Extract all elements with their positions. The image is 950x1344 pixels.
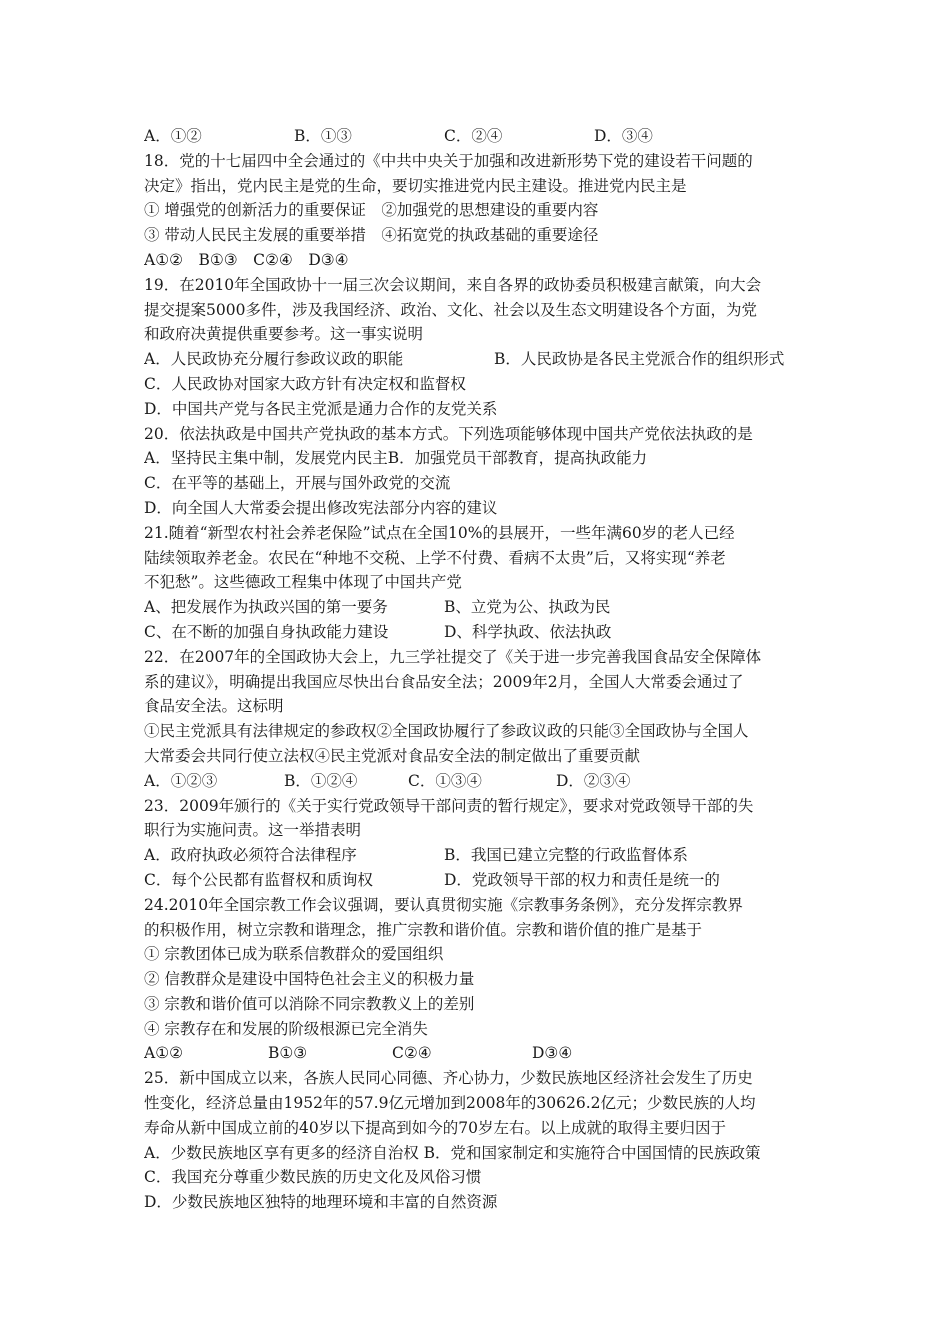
q23-options-cd bbox=[144, 868, 819, 893]
q21-option-c[interactable]: C、在不断的加强自身执政能力建设 bbox=[144, 622, 389, 641]
q25-stem-line: 25．新中国成立以来，各族人民同心同德、齐心协力，少数民族地区经济社会发生了历史 bbox=[144, 1069, 753, 1088]
q23-options-ab bbox=[144, 843, 819, 868]
q22-stem-line: 22．在2007年的全国政协大会上，九三学社提交了《关于进一步完善我国食品安全保障体 bbox=[144, 647, 762, 666]
question-22 bbox=[144, 645, 819, 794]
q21-options-ab bbox=[144, 595, 819, 620]
q24-option-c[interactable]: C②④ bbox=[392, 1044, 432, 1063]
q19-option-a[interactable]: A．人民政协充分履行参政议政的职能 bbox=[144, 350, 404, 369]
q19-option-b[interactable]: B．人民政协是各民主党派合作的组织形式 bbox=[494, 350, 785, 369]
q22-option-b[interactable]: B．①②④ bbox=[284, 771, 358, 790]
q23-option-d[interactable]: D．党政领导干部的权力和责任是统一的 bbox=[444, 870, 720, 889]
question-19 bbox=[144, 273, 819, 422]
q17-option-c[interactable]: C．②④ bbox=[444, 127, 503, 145]
q17-option-d[interactable]: D．③④ bbox=[594, 127, 653, 145]
q24-item: ④ 宗教存在和发展的阶级根源已完全消失 bbox=[144, 1019, 428, 1038]
question-21 bbox=[144, 521, 819, 645]
q23-stem-line: 职行为实施问责。这一举措表明 bbox=[144, 821, 362, 840]
q23-option-c[interactable]: C．每个公民都有监督权和质询权 bbox=[144, 870, 373, 889]
q20-option-d[interactable]: D．向全国人大常委会提出修改宪法部分内容的建议 bbox=[144, 498, 498, 517]
question-list bbox=[144, 124, 819, 1215]
question-18 bbox=[144, 149, 819, 273]
q24-stem-line: 24.2010年全国宗教工作会议强调，要认真贯彻实施《宗教事务条例》，充分发挥宗教界 bbox=[144, 895, 743, 914]
question-23 bbox=[144, 794, 819, 893]
q24-option-b[interactable]: B①③ bbox=[268, 1044, 308, 1063]
q21-stem-line: 不犯愁”。这些德政工程集中体现了中国共产党 bbox=[144, 573, 462, 592]
q20-option-ab[interactable]: A．坚持民主集中制，发展党内民主B．加强党员干部教育，提高执政能力 bbox=[144, 449, 648, 468]
q19-stem-line: 19．在2010年全国政协十一届三次会议期间，来自各界的政协委员积极建言献策，向大会 bbox=[144, 275, 762, 294]
q21-option-b[interactable]: B、立党为公、执政为民 bbox=[444, 598, 611, 617]
q22-option-c[interactable]: C．①③④ bbox=[408, 771, 482, 790]
q19-option-d[interactable]: D．中国共产党与各民主党派是通力合作的友党关系 bbox=[144, 399, 498, 418]
q24-stem-line: 的积极作用，树立宗教和谐理念，推广宗教和谐价值。宗教和谐价值的推广是基于 bbox=[144, 920, 703, 939]
q19-options-ab bbox=[144, 347, 819, 372]
q23-option-a[interactable]: A．政府执政必须符合法律程序 bbox=[144, 846, 357, 865]
q21-stem-line: 陆续领取养老金。农民在“种地不交税、上学不付费、看病不太贵”后，又将实现“养老 bbox=[144, 548, 726, 567]
q23-stem-line: 23．2009年颁行的《关于实行党政领导干部问责的暂行规定》，要求对党政领导干部的失 bbox=[144, 796, 754, 815]
q25-stem-line: 寿命从新中国成立前的40岁以下提高到如今的70岁左右。以上成就的取得主要归因于 bbox=[144, 1118, 726, 1137]
q21-stem-line: 21.随着“新型农村社会养老保险”试点在全国10%的县展开，一些年满60岁的老人已经 bbox=[144, 523, 735, 542]
q24-item: ③ 宗教和谐价值可以消除不同宗教教义上的差别 bbox=[144, 994, 475, 1013]
q21-option-a[interactable]: A、把发展作为执政兴国的第一要务 bbox=[144, 598, 388, 617]
q22-option-d[interactable]: D．②③④ bbox=[556, 771, 631, 790]
q19-stem-line: 和政府决黄提供重要参考。这一事实说明 bbox=[144, 325, 424, 344]
q25-option-ab[interactable]: A．少数民族地区享有更多的经济自治权 B．党和国家制定和实施符合中国国情的民族政策 bbox=[144, 1143, 761, 1162]
q23-option-b[interactable]: B．我国已建立完整的行政监督体系 bbox=[444, 846, 688, 865]
q21-options-cd bbox=[144, 620, 819, 645]
q22-options bbox=[144, 769, 819, 794]
q17-option-a[interactable]: A．①② bbox=[144, 127, 202, 145]
q17-option-b[interactable]: B．①③ bbox=[294, 127, 352, 145]
q19-option-c[interactable]: C．人民政协对国家大政方针有决定权和监督权 bbox=[144, 374, 466, 393]
q19-stem-line: 提交提案5000多件，涉及我国经济、政治、文化、社会以及生态文明建设各个方面，为党 bbox=[144, 300, 757, 319]
q18-stem-line: 18．党的十七届四中全会通过的《中共中央关于加强和改进新形势下党的建设若干问题的 bbox=[144, 151, 753, 170]
q22-item: ①民主党派具有法律规定的参政权②全国政协履行了参政议政的只能③全国政协与全国人 bbox=[144, 722, 749, 741]
question-20 bbox=[144, 422, 819, 521]
q17-options bbox=[144, 124, 819, 149]
q22-stem-line: 系的建议》，明确提出我国应尽快出台食品安全法；2009年2月，全国人大常委会通过了 bbox=[144, 672, 744, 691]
q24-option-a[interactable]: A①② bbox=[144, 1044, 183, 1063]
q22-option-a[interactable]: A．①②③ bbox=[144, 771, 218, 790]
q21-option-d[interactable]: D、科学执政、依法执政 bbox=[444, 622, 612, 641]
question-24 bbox=[144, 893, 819, 1067]
q25-option-d[interactable]: D．少数民族地区独特的地理环境和丰富的自然资源 bbox=[144, 1193, 498, 1212]
q18-options[interactable]: A①② B①③ C②④ D③④ bbox=[144, 250, 349, 269]
q18-item: ① 增强党的创新活力的重要保证 ②加强党的思想建设的重要内容 bbox=[144, 201, 599, 220]
q20-option-c[interactable]: C．在平等的基础上，开展与国外政党的交流 bbox=[144, 474, 451, 493]
q18-item: ③ 带动人民民主发展的重要举措 ④拓宽党的执政基础的重要途径 bbox=[144, 226, 599, 245]
q22-stem-line: 食品安全法。这标明 bbox=[144, 697, 284, 716]
q24-item: ① 宗教团体已成为联系信教群众的爱国组织 bbox=[144, 945, 444, 964]
q24-option-d[interactable]: D③④ bbox=[532, 1044, 573, 1063]
q25-option-c[interactable]: C．我国充分尊重少数民族的历史文化及风俗习惯 bbox=[144, 1168, 482, 1187]
q20-stem-line: 20．依法执政是中国共产党执政的基本方式。下列选项能够体现中国共产党依法执政的是 bbox=[144, 424, 753, 443]
q24-item: ② 信教群众是建设中国特色社会主义的积极力量 bbox=[144, 970, 475, 989]
q25-stem-line: 性变化，经济总量由1952年的57.9亿元增加到2008年的30626.2亿元；少数民族的人均 bbox=[144, 1094, 756, 1113]
q22-item: 大常委会共同行使立法权④民主党派对食品安全法的制定做出了重要贡献 bbox=[144, 746, 641, 765]
q24-options bbox=[144, 1041, 819, 1066]
question-25 bbox=[144, 1066, 819, 1215]
q18-stem-line: 决定》指出，党内民主是党的生命，要切实推进党内民主建设。推进党内民主是 bbox=[144, 176, 687, 195]
